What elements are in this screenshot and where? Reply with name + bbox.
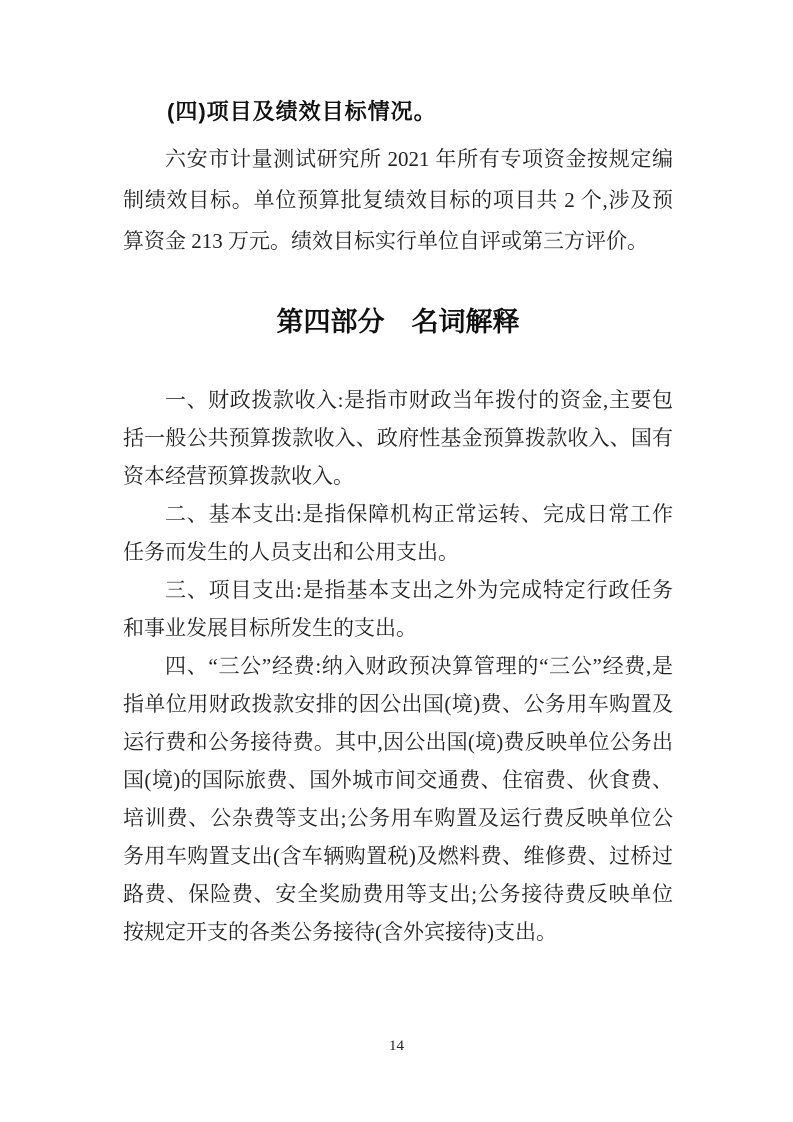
definitions-list [123,381,673,951]
definition-paragraph-basic-expenditure: 二、基本支出:是指保障机构正常运转、完成日常工作任务而发生的人员支出和公用支出。 [123,502,673,564]
definition-paragraph-fiscal-appropriation-income: 一、财政拨款收入:是指市财政当年拨付的资金,主要包括一般公共预算拨款收入、政府性基金预算拨款收入、国有资本经营预算拨款收入。 [123,388,673,488]
definition-paragraph-project-expenditure: 三、项目支出:是指基本支出之外为完成特定行政任务和事业发展目标所发生的支出。 [123,578,673,640]
intro-paragraph: 六安市计量测试研究所 2021 年所有专项资金按规定编制绩效目标。单位预算批复绩效目标的项目共 2 个,涉及预算资金 213 万元。绩效目标实行单位自评或第三方评价。 [123,147,673,253]
page-number: 14 [389,1038,404,1054]
part-title: 第四部分 名词解释 [276,307,520,337]
page-content [123,0,673,951]
definition-paragraph-three-public-funds: 四、“三公”经费:纳入财政预决算管理的“三公”经费,是指单位用财政拨款安排的因公出国(境)费、公务用车购置及运行费和公务接待费。其中,因公出国(境)费反映单位公务出国(境)的国际旅费、国外城市间交通费、住宿费、伙食费、培训费、公杂费等支出;公务用车购置及运行费反映单位公务用车购置支出(含车辆购置税)及燃料费、维修费、过桥过路费、保险费、安全奖励费用等支出;公务接待费反映单位按规定开支的各类公务接待(含外宾接待)支出。 [123,654,673,944]
subsection-heading: (四)项目及绩效目标情况。 [167,99,437,124]
